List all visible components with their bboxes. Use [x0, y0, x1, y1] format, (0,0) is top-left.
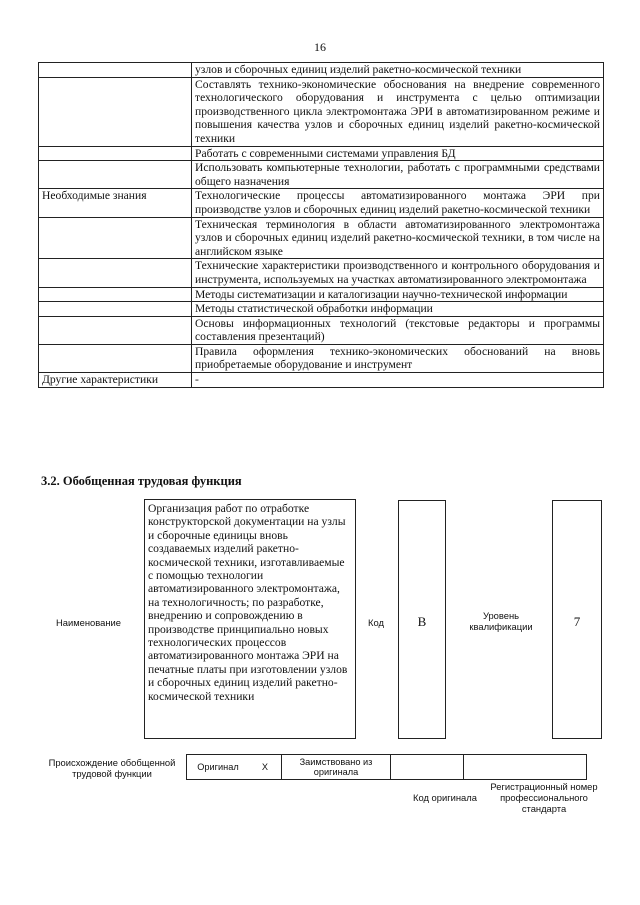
- level-value: 7: [573, 614, 581, 629]
- row-category: [39, 217, 192, 259]
- table-row: [39, 189, 604, 217]
- row-category: [39, 77, 192, 146]
- row-category: [39, 344, 192, 372]
- row-description: Техническая терминология в области автоматизированного электромонтажа узлов и сборочных единиц изделий ракетно-космической техники, в том числе на английском языке: [192, 217, 604, 259]
- code-original-label: Код оригинала: [413, 792, 477, 803]
- original-label: Оригинал: [187, 755, 250, 780]
- table-row: [39, 63, 604, 78]
- code-value: В: [417, 614, 427, 629]
- table-row: [39, 161, 604, 189]
- row-description: Использовать компьютерные технологии, работать с программными средствами общего назначения: [192, 161, 604, 189]
- name-label: Наименование: [56, 617, 121, 628]
- table-row: [39, 217, 604, 259]
- row-description: Основы информационных технологий (текстовые редакторы и программы составления презентаций): [192, 316, 604, 344]
- row-category: [39, 63, 192, 78]
- row-description: Методы статистической обработки информации: [192, 302, 604, 317]
- table-row: [39, 259, 604, 287]
- borrowed-label: Заимствовано из оригинала: [282, 755, 391, 780]
- origin-label: Происхождение обобщенной трудовой функции: [48, 757, 176, 779]
- row-description: Методы систематизации и каталогизации научно-технической информации: [192, 287, 604, 302]
- row-category: [39, 287, 192, 302]
- row-description: узлов и сборочных единиц изделий ракетно-космической техники: [192, 63, 604, 78]
- row-category: [39, 146, 192, 161]
- row-description: Технологические процессы автоматизированного монтажа ЭРИ при производстве узлов и сборочных единиц изделий ракетно-космической техники: [192, 189, 604, 217]
- row-description: Составлять технико-экономические обоснования на внедрение современного технологического оборудования и инструмента с целью оптимизации производственного цикла электромонтажа ЭРИ в автоматизированном режиме и повышения качества узлов и сборочных единиц изделий ракетно-космической техники: [192, 77, 604, 146]
- row-category: [39, 316, 192, 344]
- knowledge-table: [38, 62, 604, 388]
- row-category: [39, 259, 192, 287]
- reg-number-cell: [464, 755, 587, 780]
- table-row: [39, 287, 604, 302]
- table-row: [39, 373, 604, 388]
- row-description: Работать с современными системами управления БД: [192, 146, 604, 161]
- table-row: [39, 316, 604, 344]
- table-row: [39, 77, 604, 146]
- table-row: [39, 302, 604, 317]
- level-label: Уровень квалификации: [469, 610, 533, 632]
- function-name-box: Организация работ по отработке конструкторской документации на узлы и сборочные единицы вновь создаваемых изделий ракетно-космической техники, изготавливаемые с помощью технологии автоматизированного электромонтажа, на технологичность; по разработке, внедрению и сопровождению в производстве принципиально новых технологических процессов автоматизированного монтажа ЭРИ на печатные платы при изготовлении узлов и сборочных единиц изделий ракетно-космической техники: [144, 499, 356, 739]
- reg-number-label: Регистрационный номер профессионального стандарта: [490, 781, 598, 814]
- origin-table: [186, 754, 587, 780]
- row-category: Другие характеристики: [39, 373, 192, 388]
- table-row: [39, 344, 604, 372]
- row-category: [39, 302, 192, 317]
- row-description: Технические характеристики производственного и контрольного оборудования и инструмента, используемых на участках автоматизированного электромонтажа: [192, 259, 604, 287]
- code-label: Код: [368, 617, 384, 628]
- page-number: 16: [314, 40, 326, 54]
- section-title: 3.2. Обобщенная трудовая функция: [41, 474, 242, 488]
- original-mark: Х: [249, 755, 282, 780]
- code-original-cell: [391, 755, 464, 780]
- row-category: [39, 161, 192, 189]
- row-category: Необходимые знания: [39, 189, 192, 217]
- row-description: Правила оформления технико-экономических обоснований на вновь приобретаемые оборудование и инструмент: [192, 344, 604, 372]
- row-description: -: [192, 373, 604, 388]
- table-row: [39, 146, 604, 161]
